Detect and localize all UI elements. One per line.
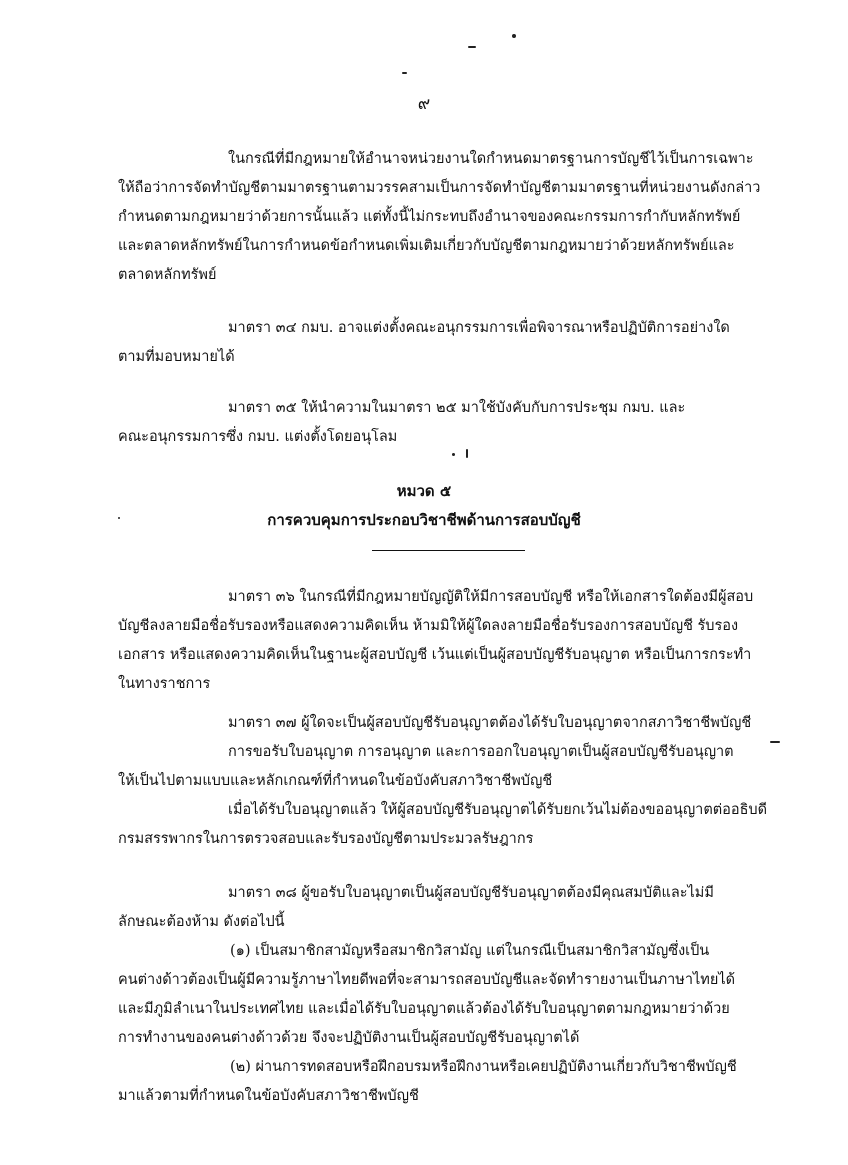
text-line: ลักษณะต้องห้าม ดังต่อไปนี้ [118,914,285,930]
text-line: มาแล้วตามที่กำหนดในข้อบังคับสภาวิชาชีพบัญชี [118,1088,419,1104]
section-36 [118,583,768,699]
text-line: มาตรา ๓๘ ผู้ขอรับใบอนุญาตเป็นผู้สอบบัญชีรับอนุญาตต้องมีคุณสมบัติและไม่มี [228,885,714,901]
chapter-heading: หมวด ๕ [396,482,452,500]
text-line: (๒) ผ่านการทดสอบหรือฝึกอบรมหรือฝึกงานหรือเคยปฏิบัติงานเกี่ยวกับวิชาชีพบัญชี [230,1059,737,1075]
section-34 [118,314,768,372]
text-line: มาตรา ๓๔ กมบ. อาจแต่งตั้งคณะอนุกรรมการเพื่อพิจารณาหรือปฏิบัติการอย่างใด [228,320,730,336]
text-line: การขอรับใบอนุญาต การอนุญาต และการออกใบอนุญาตเป็นผู้สอบบัญชีรับอนุญาต [228,744,734,760]
scan-speck [512,34,516,38]
scan-speck [402,72,407,74]
scan-speck [770,741,780,743]
section-38 [118,879,768,1111]
heading-rule [372,550,525,551]
text-line: มาตรา ๓๗ ผู้ใดจะเป็นผู้สอบบัญชีรับอนุญาตต้องได้รับใบอนุญาตจากสภาวิชาชีพบัญชี [228,715,752,731]
text-line: มาตรา ๓๖ ในกรณีที่มีกฎหมายบัญญัติให้มีการสอบบัญชี หรือให้เอกสารใดต้องมีผู้สอบ [228,589,754,605]
chapter-title: การควบคุมการประกอบวิชาชีพด้านการสอบบัญชี [267,511,581,529]
scan-speck [452,453,455,456]
text-line: และมีภูมิลำเนาในประเทศไทย และเมื่อได้รับใบอนุญาตแล้วต้องได้รับใบอนุญาตตามกฎหมายว่าด้วย [118,1001,730,1017]
text-line: ให้เป็นไปตามแบบและหลักเกณฑ์ที่กำหนดในข้อบังคับสภาวิชาชีพบัญชี [118,773,553,789]
text-line: กรมสรรพากรในการตรวจสอบและรับรองบัญชีตามประมวลรัษฎากร [118,831,534,847]
section-35 [118,394,768,452]
text-line: บัญชีลงลายมือชื่อรับรองหรือแสดงความคิดเห็น ห้ามมิให้ผู้ใดลงลายมือชื่อรับรองการสอบบัญชี รับรอง [118,618,739,634]
text-line: มาตรา ๓๕ ให้นำความในมาตรา ๒๕ มาใช้บังคับกับการประชุม กมบ. และ [228,400,686,416]
text-line: ให้ถือว่าการจัดทำบัญชีตามมาตรฐานตามวรรคสามเป็นการจัดทำบัญชีตามมาตรฐานที่หน่วยงานดังกล่าว [118,180,761,196]
text-line: ตลาดหลักทรัพย์ [118,267,217,283]
text-line: การทำงานของคนต่างด้าวด้วย จึงจะปฏิบัติงานเป็นผู้สอบบัญชีรับอนุญาตได้ [118,1030,580,1046]
text-line: คนต่างด้าวต้องเป็นผู้มีความรู้ภาษาไทยดีพอที่จะสามารถสอบบัญชีและจัดทำรายงานเป็นภาษาไทยได้ [118,972,736,988]
scan-speck [468,46,476,48]
text-line: กำหนดตามกฎหมายว่าด้วยการนั้นแล้ว แต่ทั้งนี้ไม่กระทบถึงอำนาจของคณะกรรมการกำกับหลักทรัพย์ [118,209,741,225]
text-line: และตลาดหลักทรัพย์ในการกำหนดข้อกำหนดเพิ่มเติมเกี่ยวกับบัญชีตามกฎหมายว่าด้วยหลักทรัพย์และ [118,238,735,254]
text-line: คณะอนุกรรมการซึ่ง กมบ. แต่งตั้งโดยอนุโลม [118,429,398,445]
text-line: เอกสาร หรือแสดงความคิดเห็นในฐานะผู้สอบบัญชี เว้นแต่เป็นผู้สอบบัญชีรับอนุญาต หรือเป็นการกระทำ [118,647,752,663]
text-line: (๑) เป็นสมาชิกสามัญหรือสมาชิกวิสามัญ แต่ในกรณีเป็นสมาชิกวิสามัญซึ่งเป็น [230,943,710,959]
text-line: เมื่อได้รับใบอนุญาตแล้ว ให้ผู้สอบบัญชีรับอนุญาตได้รับยกเว้นไม่ต้องขออนุญาตต่ออธิบดี [228,802,768,818]
page-number: ๙ [417,94,431,114]
section-37 [118,709,768,854]
text-line: ตามที่มอบหมายได้ [118,349,235,365]
paragraph-standards [118,145,768,290]
text-line: ในกรณีที่มีกฎหมายให้อำนาจหน่วยงานใดกำหนดมาตรฐานการบัญชีไว้เป็นการเฉพาะ [228,151,754,167]
text-line: ในทางราชการ [118,676,211,692]
